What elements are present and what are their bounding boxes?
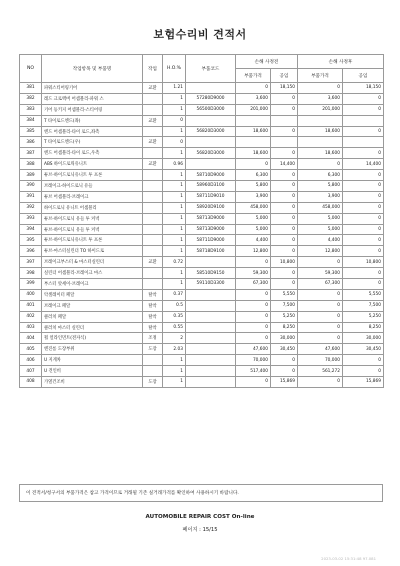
row-labor-before: 0 — [271, 170, 298, 181]
row-ho: 0.96 — [163, 159, 186, 170]
row-part-price-after: 0 — [298, 377, 343, 388]
row-no: 381 — [20, 83, 42, 94]
row-labor-after: 0 — [343, 93, 384, 104]
row-part-price-after: 3,600 — [298, 93, 343, 104]
row-ho: 0.72 — [163, 257, 186, 268]
table-row — [20, 115, 384, 126]
row-no: 405 — [20, 344, 42, 355]
row-ho: 1.21 — [163, 83, 186, 94]
row-ho: 2.03 — [163, 344, 186, 355]
row-part-price-after: 12,800 — [298, 246, 343, 257]
row-labor-before: 0 — [271, 93, 298, 104]
table-row — [20, 257, 384, 268]
row-part-code — [186, 355, 236, 366]
row-ho: 2 — [163, 333, 186, 344]
col-header-labor-before: 공임 — [271, 69, 298, 83]
row-labor-before: 5,550 — [271, 289, 298, 300]
row-labor-after: 0 — [343, 148, 384, 159]
row-part-price-after: 4,400 — [298, 235, 343, 246]
estimate-table — [19, 54, 384, 388]
row-part-price-before: 5,000 — [236, 213, 271, 224]
row-labor-before: 0 — [271, 181, 298, 192]
row-work — [143, 170, 163, 181]
row-item: 브레이크 페달 — [42, 300, 143, 311]
row-item: 브레이크-하이드로닉 유들 — [42, 181, 143, 192]
row-item: 튜브-하이드로닉 유들 투 커넥 — [42, 213, 143, 224]
row-no: 408 — [20, 377, 42, 388]
row-part-price-after: 561,272 — [298, 366, 343, 377]
row-labor-after: 8,250 — [343, 322, 384, 333]
col-header-labor-after: 공임 — [343, 69, 384, 83]
row-part-price-before — [236, 115, 271, 126]
row-labor-before: 0 — [271, 213, 298, 224]
row-ho: 0.35 — [163, 311, 186, 322]
row-ho: 1 — [163, 202, 186, 213]
row-item: 악셀레이터 페달 — [42, 289, 143, 300]
row-labor-before: 0 — [271, 279, 298, 290]
row-part-code — [186, 300, 236, 311]
row-labor-before: 0 — [271, 246, 298, 257]
row-no: 392 — [20, 202, 42, 213]
table-row — [20, 355, 384, 366]
row-work — [143, 191, 163, 202]
row-part-price-after: 458,000 — [298, 202, 343, 213]
row-labor-before: 0 — [271, 148, 298, 159]
row-no: 399 — [20, 279, 42, 290]
document-title: 보험수리비 견적서 — [153, 28, 247, 41]
row-ho: 0.5 — [163, 300, 186, 311]
table-row — [20, 191, 384, 202]
table-row — [20, 202, 384, 213]
row-no: 404 — [20, 333, 42, 344]
col-header-part-price-before: 부품가격 — [236, 69, 271, 83]
col-header-no: NO — [20, 55, 42, 83]
row-labor-before: 0 — [271, 104, 298, 115]
row-labor-before: 10,800 — [271, 257, 298, 268]
row-part-price-after: 0 — [298, 322, 343, 333]
row-part-price-before: 0 — [236, 83, 271, 94]
row-ho: 1 — [163, 126, 186, 137]
row-no: 391 — [20, 191, 42, 202]
row-no: 400 — [20, 289, 42, 300]
row-labor-after: 5,550 — [343, 289, 384, 300]
row-part-price-before: 0 — [236, 333, 271, 344]
row-work: 교환 — [143, 115, 163, 126]
row-part-price-after: 0 — [298, 300, 343, 311]
row-no: 401 — [20, 300, 42, 311]
row-ho: 1 — [163, 279, 186, 290]
table-row — [20, 377, 384, 388]
row-ho: 1 — [163, 268, 186, 279]
row-labor-after: 14,400 — [343, 159, 384, 170]
row-labor-after: 10,800 — [343, 257, 384, 268]
row-labor-after — [343, 137, 384, 148]
row-labor-before: 0 — [271, 126, 298, 137]
row-ho: 1 — [163, 104, 186, 115]
row-part-price-before: 0 — [236, 377, 271, 388]
row-work — [143, 235, 163, 246]
row-part-price-after: 59,300 — [298, 268, 343, 279]
row-part-price-before: 6,300 — [236, 170, 271, 181]
row-no: 394 — [20, 224, 42, 235]
row-item: 기어 등키지 어셈블리-스티어링 — [42, 104, 143, 115]
table-row — [20, 83, 384, 94]
row-labor-after — [343, 115, 384, 126]
row-labor-before: 8,250 — [271, 322, 298, 333]
row-work — [143, 93, 163, 104]
row-item: 클러치 마스터 실린더 — [42, 322, 143, 333]
row-part-code: 59110D3300 — [186, 279, 236, 290]
col-header-after: 손해 사정후 — [298, 55, 384, 69]
col-header-item: 작업항목 및 부품명 — [42, 55, 143, 83]
row-part-price-after — [298, 137, 343, 148]
row-part-price-before: 59,300 — [236, 268, 271, 279]
row-labor-after: 15,869 — [343, 377, 384, 388]
row-labor-after: 30,000 — [343, 333, 384, 344]
row-item: 튜브-하이드로닉 유들 투 커넥 — [42, 224, 143, 235]
row-item: 부스터 앗세이-브레이크 — [42, 279, 143, 290]
row-part-code: 58711D9010 — [186, 191, 236, 202]
row-item: 가열건조비 — [42, 377, 143, 388]
table-row — [20, 159, 384, 170]
row-ho: 0 — [163, 137, 186, 148]
row-work — [143, 366, 163, 377]
table-row — [20, 104, 384, 115]
row-labor-after: 0 — [343, 224, 384, 235]
row-work: 도장 — [143, 344, 163, 355]
row-part-code: 58718D9100 — [186, 246, 236, 257]
row-part-code: 58510D9150 — [186, 268, 236, 279]
row-ho: 1 — [163, 148, 186, 159]
row-work — [143, 181, 163, 192]
row-work: 도장 — [143, 377, 163, 388]
col-header-ho: H.O.% — [163, 55, 186, 83]
row-no: 395 — [20, 235, 42, 246]
row-labor-before: 14,400 — [271, 159, 298, 170]
row-part-price-before: 0 — [236, 300, 271, 311]
row-work: 교환 — [143, 137, 163, 148]
row-ho: 1 — [163, 170, 186, 181]
row-item: T 타이로드엔드(우) — [42, 137, 143, 148]
row-part-price-before: 12,800 — [236, 246, 271, 257]
row-no: 407 — [20, 366, 42, 377]
row-part-price-before: 0 — [236, 159, 271, 170]
row-part-price-before: 0 — [236, 322, 271, 333]
row-part-price-after: 6,300 — [298, 170, 343, 181]
row-part-price-before: 5,800 — [236, 181, 271, 192]
row-labor-after: 0 — [343, 366, 384, 377]
row-ho: 1 — [163, 377, 186, 388]
row-labor-before: 0 — [271, 202, 298, 213]
row-labor-after: 0 — [343, 235, 384, 246]
row-ho: 0.37 — [163, 289, 186, 300]
row-no: 387 — [20, 148, 42, 159]
row-part-code: 58710D9000 — [186, 170, 236, 181]
row-work — [143, 104, 163, 115]
row-labor-after: 30,450 — [343, 344, 384, 355]
table-row — [20, 333, 384, 344]
row-part-code — [186, 257, 236, 268]
row-ho: 1 — [163, 246, 186, 257]
row-part-price-after — [298, 115, 343, 126]
row-labor-after: 5,250 — [343, 311, 384, 322]
row-part-code — [186, 344, 236, 355]
row-work: 탈착 — [143, 311, 163, 322]
row-part-price-after: 18,600 — [298, 126, 343, 137]
table-row — [20, 170, 384, 181]
row-part-code — [186, 366, 236, 377]
row-no: 388 — [20, 159, 42, 170]
table-row — [20, 289, 384, 300]
row-labor-after: 0 — [343, 268, 384, 279]
row-no: 396 — [20, 246, 42, 257]
row-ho: 1 — [163, 191, 186, 202]
print-timestamp: 2023-03-02 15:31:48 97.081 — [321, 556, 376, 561]
row-item: 엔드 어셈블리-타이 로드,우측 — [42, 148, 143, 159]
page-number: 페이지 : 15/15 — [182, 527, 218, 533]
row-item: ABS 하이드로릭유니트 — [42, 159, 143, 170]
row-item: 휠 얼라인먼트(전자식) — [42, 333, 143, 344]
row-labor-before: 30,000 — [271, 333, 298, 344]
row-no: 397 — [20, 257, 42, 268]
table-row — [20, 235, 384, 246]
row-part-price-after: 5,000 — [298, 213, 343, 224]
row-item: 레드 크로맥버 어셈블리-파워 스 — [42, 93, 143, 104]
row-work — [143, 126, 163, 137]
row-labor-before: 30,450 — [271, 344, 298, 355]
row-labor-after: 0 — [343, 181, 384, 192]
table-row — [20, 213, 384, 224]
row-work — [143, 202, 163, 213]
row-no: 384 — [20, 115, 42, 126]
row-part-code: 58713D9000 — [186, 213, 236, 224]
estimate-rows — [20, 83, 384, 388]
row-part-code — [186, 289, 236, 300]
col-header-code: 부품코드 — [186, 55, 236, 83]
footer-title: AUTOMOBILE REPAIR COST On-line — [145, 514, 255, 520]
row-part-code: 56820D3000 — [186, 126, 236, 137]
row-part-code — [186, 137, 236, 148]
row-part-price-before — [236, 137, 271, 148]
row-ho: 0.55 — [163, 322, 186, 333]
table-row — [20, 279, 384, 290]
row-item: U 지게차 — [42, 355, 143, 366]
row-ho: 1 — [163, 213, 186, 224]
col-header-part-price-after: 부품가격 — [298, 69, 343, 83]
row-no: 403 — [20, 322, 42, 333]
row-part-price-after: 0 — [298, 257, 343, 268]
row-item: U 견인비 — [42, 366, 143, 377]
row-ho: 1 — [163, 355, 186, 366]
row-part-price-after: 0 — [298, 311, 343, 322]
row-item: 튜브-마스터실린더 TO 하이드로 — [42, 246, 143, 257]
table-row — [20, 137, 384, 148]
row-part-code — [186, 115, 236, 126]
row-item: 튜브-하이드로닉유니트 투 프론 — [42, 170, 143, 181]
row-item: T 타이로드엔드(좌) — [42, 115, 143, 126]
row-ho: 0 — [163, 115, 186, 126]
row-item: 파워스티어링기어 — [42, 83, 143, 94]
row-labor-before: 0 — [271, 268, 298, 279]
row-part-code — [186, 159, 236, 170]
row-labor-after: 0 — [343, 213, 384, 224]
row-part-price-before: 3,600 — [236, 93, 271, 104]
row-labor-after: 0 — [343, 202, 384, 213]
row-part-price-after: 0 — [298, 289, 343, 300]
row-part-price-after: 201,000 — [298, 104, 343, 115]
row-part-price-before: 5,000 — [236, 224, 271, 235]
row-part-code: 58713D9000 — [186, 224, 236, 235]
row-labor-before: 0 — [271, 191, 298, 202]
row-part-price-after: 67,300 — [298, 279, 343, 290]
table-row — [20, 268, 384, 279]
row-part-code: 58711D9000 — [186, 235, 236, 246]
row-part-price-before: 18,600 — [236, 126, 271, 137]
col-header-before: 손해 사정전 — [236, 55, 298, 69]
row-ho: 1 — [163, 366, 186, 377]
row-work: 탈착 — [143, 322, 163, 333]
row-ho: 1 — [163, 181, 186, 192]
row-no: 393 — [20, 213, 42, 224]
row-part-price-before: 0 — [236, 289, 271, 300]
row-work — [143, 246, 163, 257]
row-part-price-before: 47,600 — [236, 344, 271, 355]
row-part-price-before: 4,400 — [236, 235, 271, 246]
table-row — [20, 300, 384, 311]
row-labor-before — [271, 137, 298, 148]
row-part-price-before: 0 — [236, 257, 271, 268]
row-part-code: 56820D3000 — [186, 148, 236, 159]
row-labor-before: 7,500 — [271, 300, 298, 311]
row-labor-after: 0 — [343, 279, 384, 290]
row-part-price-before: 67,300 — [236, 279, 271, 290]
row-item: 튜브-하이드로닉유니트 투 프론 — [42, 235, 143, 246]
row-part-code — [186, 83, 236, 94]
row-labor-before: 0 — [271, 355, 298, 366]
row-item: 엔진룸 도장부위 — [42, 344, 143, 355]
row-labor-before: 0 — [271, 224, 298, 235]
row-item: 브레이크부스터 & 마스터실린더 — [42, 257, 143, 268]
row-ho: 1 — [163, 93, 186, 104]
row-item: 클러치 페달 — [42, 311, 143, 322]
col-header-work: 작업 — [143, 55, 163, 83]
row-part-code — [186, 377, 236, 388]
row-labor-after: 0 — [343, 246, 384, 257]
row-part-code: 56500D3000 — [186, 104, 236, 115]
row-labor-after: 7,500 — [343, 300, 384, 311]
row-no: 402 — [20, 311, 42, 322]
table-row — [20, 246, 384, 257]
row-part-code: 57280D9000 — [186, 93, 236, 104]
row-part-price-after: 3,900 — [298, 191, 343, 202]
row-part-code — [186, 322, 236, 333]
row-labor-before — [271, 115, 298, 126]
row-part-price-after: 18,600 — [298, 148, 343, 159]
row-part-price-after: 70,000 — [298, 355, 343, 366]
row-work — [143, 268, 163, 279]
table-row — [20, 224, 384, 235]
row-labor-before: 15,869 — [271, 377, 298, 388]
row-work — [143, 355, 163, 366]
row-work — [143, 279, 163, 290]
row-item: 튜브 어셈블리-브레이크 — [42, 191, 143, 202]
row-labor-after: 0 — [343, 170, 384, 181]
row-no: 398 — [20, 268, 42, 279]
table-row — [20, 181, 384, 192]
row-work: 탈착 — [143, 300, 163, 311]
row-work: 탈착 — [143, 289, 163, 300]
row-part-price-after: 0 — [298, 83, 343, 94]
row-part-price-before: 70,000 — [236, 355, 271, 366]
row-part-code — [186, 311, 236, 322]
row-part-code — [186, 333, 236, 344]
row-work: 교환 — [143, 159, 163, 170]
row-work: 교환 — [143, 257, 163, 268]
row-labor-after: 0 — [343, 355, 384, 366]
row-work — [143, 224, 163, 235]
table-row — [20, 126, 384, 137]
row-part-price-before: 3,900 — [236, 191, 271, 202]
row-item: 실린더 어셈블리-브레이크 마스 — [42, 268, 143, 279]
row-no: 406 — [20, 355, 42, 366]
row-work — [143, 148, 163, 159]
row-ho: 1 — [163, 224, 186, 235]
row-work: 조정 — [143, 333, 163, 344]
row-part-price-after: 5,000 — [298, 224, 343, 235]
row-part-price-after: 0 — [298, 159, 343, 170]
row-item: 엔드 어셈블리-타이 로드,좌측 — [42, 126, 143, 137]
row-part-code: 58960D3100 — [186, 181, 236, 192]
row-work — [143, 213, 163, 224]
row-part-price-after: 5,800 — [298, 181, 343, 192]
row-part-price-before: 458,000 — [236, 202, 271, 213]
row-labor-before: 5,250 — [271, 311, 298, 322]
row-ho: 1 — [163, 235, 186, 246]
row-part-price-after: 0 — [298, 333, 343, 344]
row-work: 교환 — [143, 83, 163, 94]
row-item: 하이드로닉 유니트 어셈블리 — [42, 202, 143, 213]
table-row — [20, 366, 384, 377]
row-no: 390 — [20, 181, 42, 192]
row-part-price-before: 18,600 — [236, 148, 271, 159]
row-no: 385 — [20, 126, 42, 137]
table-row — [20, 148, 384, 159]
row-labor-after: 18,150 — [343, 83, 384, 94]
row-part-price-after: 47,600 — [298, 344, 343, 355]
row-labor-before: 0 — [271, 366, 298, 377]
row-labor-before: 0 — [271, 235, 298, 246]
row-labor-before: 18,150 — [271, 83, 298, 94]
row-part-code: 58920D9100 — [186, 202, 236, 213]
row-part-price-before: 201,000 — [236, 104, 271, 115]
row-no: 389 — [20, 170, 42, 181]
table-row — [20, 322, 384, 333]
row-part-price-before: 0 — [236, 311, 271, 322]
row-labor-after: 0 — [343, 191, 384, 202]
table-row — [20, 93, 384, 104]
row-labor-after: 0 — [343, 104, 384, 115]
row-labor-after: 0 — [343, 126, 384, 137]
row-no: 382 — [20, 93, 42, 104]
row-part-price-before: 517,400 — [236, 366, 271, 377]
price-note: 이 견적서/청구서의 부품가격은 참고 가격이므로 거래될 기존 실거래가격를 확인하여 사용하시기 바랍니다. — [19, 484, 383, 502]
table-row — [20, 311, 384, 322]
row-no: 383 — [20, 104, 42, 115]
table-row — [20, 344, 384, 355]
row-no: 386 — [20, 137, 42, 148]
